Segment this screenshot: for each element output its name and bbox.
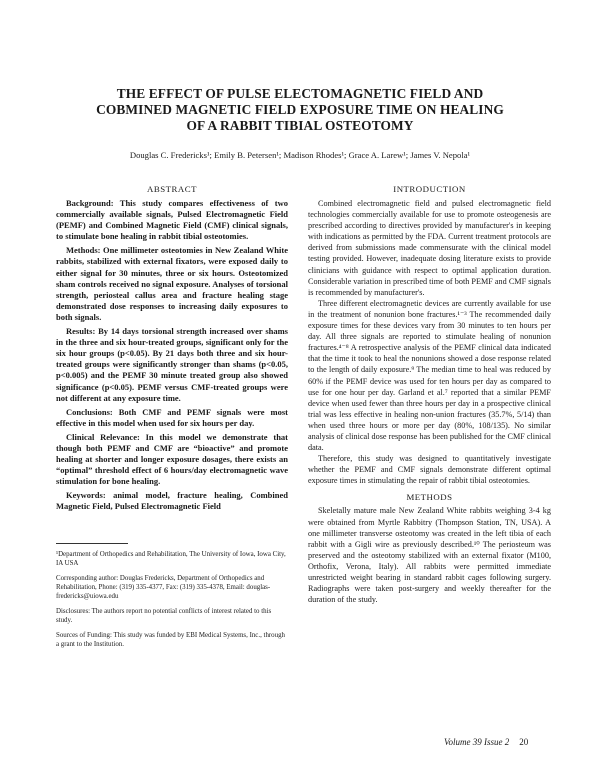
abstract-methods: Methods: One millimeter osteotomies in New Zealand White rabbits, stabilized with external fixators, were exposed daily to either signal for 30 minutes, three or six hours. Osteotomized sham controls received no signal exposure. Analyses of torsional strength, periosteal callus area and fracture healing stage demonstrated dose responses to increasing daily exposures to both signals. — [56, 245, 288, 322]
title-line: THE EFFECT OF PULSE ELECTOMAGNETIC FIELD AND — [116, 86, 484, 101]
right-column — [308, 184, 551, 605]
introduction-section — [308, 184, 551, 486]
abstract-conclusions: Conclusions: Both CMF and PEMF signals were most effective in this model when used for six hours per day. — [56, 406, 288, 428]
abstract-keywords: Keywords: animal model, fracture healing, Combined Magnetic Field, Pulsed Electromagnetic Field — [56, 490, 288, 512]
author-list: Douglas C. Fredericks¹; Emily B. Petersen¹; Madison Rhodes¹; Grace A. Larew¹; James V. Nepola¹ — [129, 150, 471, 160]
title-line: COBMINED MAGNETIC FIELD EXPOSURE TIME ON HEALING — [96, 102, 504, 117]
page-footer — [444, 737, 564, 747]
page-number: 20 — [519, 737, 529, 747]
abstract-section — [56, 184, 288, 513]
introduction-paragraph: Therefore, this study was designed to quantitatively investigate whether the PEMF and CMF signals demonstrate different optimal exposure times in stimulating the repair of rabbit tibial osteotomies. — [308, 454, 551, 486]
footnotes — [56, 550, 288, 649]
introduction-paragraph: Combined electromagnetic field and pulsed electromagnetic field technologies commercially available for use to promote osteogenesis are prescribed according to directives provided by manufacturer's in keeping with indications as permitted by the FDA. Current treatment protocols are derived from submissions made commensurate with the clinical model testing provided. However, inadequate dosing literature exists to provide clinicians with guidance with respect to optimal application duration. Considerable variation in prescribed time of both PEMF and CMF signals is recommended by manufacturer's. — [308, 199, 551, 297]
disclosures-note: Disclosures: The authors report no potential conflicts of interest related to this study. — [56, 607, 272, 624]
footnote-divider — [56, 543, 128, 544]
methods-paragraph: Skeletally mature male New Zealand White rabbits weighing 3-4 kg were obtained from Myrtle Rabbitry (Thompson Station, TN, USA). A one millimeter transverse osteotomy was created in the left tibia of each rabbit with a Gigli wire as previously described.¹⁰ The periosteum was preserved and the osteotomy stabilized with an external fixator (M100, Orthofix, Verona, Italy). All rabbits were permitted immediate unrestricted weight bearing in standard rabbit cages following surgery. Radiographs were taken post-surgery and weekly thereafter for the duration of the study. — [308, 506, 551, 605]
introduction-paragraph: Three different electromagnetic devices are currently available for use in the treatment of nonunion bone fractures.¹⁻³ The recommended daily exposure times for these devices vary from 30 minutes to ten hours per day. All three signals are reported to stimulate healing of nonunion fractures.⁴⁻⁸ A retrospective analysis of the PEMF clinical data indicated that the time it took to heal the nonunions showed a dose response related to the length of daily exposure.⁹ The median time to heal was reduced by 60% if the PEMF device was used for ten hours per day as compared to use for one hour per day. Garland et al.⁷ reported that a similar PEMF device when used fewer than three hours per day in a prospective clinical trial was less effective in healing non-union fractures (35.7%, 5/14) than when used three hours or more per day (80%, 108/135). No similar analysis of clinical dose response has been published for the CMF clinical data. — [308, 298, 551, 453]
left-column — [56, 184, 288, 655]
title-line: OF A RABBIT TIBIAL OSTEOTOMY — [186, 118, 414, 133]
introduction-heading: INTRODUCTION — [393, 184, 466, 194]
abstract-background: Background: This study compares effectiveness of two commercially available signals, Pulsed Electromagnetic Field (PEMF) and Combined Magnetic Field (CMF) clinical signals, to stimulate bone healing in rabbit tibial osteotomies. — [56, 198, 288, 242]
corresponding-author-note: Corresponding author: Douglas Fredericks, Department of Orthopedics and Rehabilitation, Phone: (319) 335-4377, Fax: (319) 335-4378, Email: douglas-fredericks@uiowa.edu — [56, 574, 271, 600]
journal-volume: Volume 39 Issue 2 — [444, 737, 510, 747]
abstract-results: Results: By 14 days torsional strength increased over shams in the three and six hour-treated groups, significant only for the six hour groups (p<0.05). By 21 days both three and six hour-treated groups were significantly stronger than shams (p<0.05, p<0.005) and the PEMF 30 minute treated group also showed significance (p<0.05). PEMF versus CMF-treated groups were not different at any exposure time. — [56, 326, 288, 403]
affiliation-note: ¹Department of Orthopedics and Rehabilitation, The University of Iowa, Iowa City, IA USA — [56, 550, 286, 567]
abstract-clinical-relevance: Clinical Relevance: In this model we demonstrate that though both PEMF and CMF are “bioactive” and promote healing at shorter and longer exposure dosages, there exists an “optimal” threshold effect of 6 hours/day electromagnetic wave stimulation for bone healing. — [56, 431, 288, 487]
methods-section — [308, 492, 551, 605]
paper-title — [40, 86, 560, 134]
funding-note: Sources of Funding: This study was funded by EBI Medical Systems, Inc., through a grant to the Institution. — [56, 631, 285, 648]
abstract-heading: ABSTRACT — [147, 184, 197, 194]
methods-heading: METHODS — [406, 492, 453, 503]
